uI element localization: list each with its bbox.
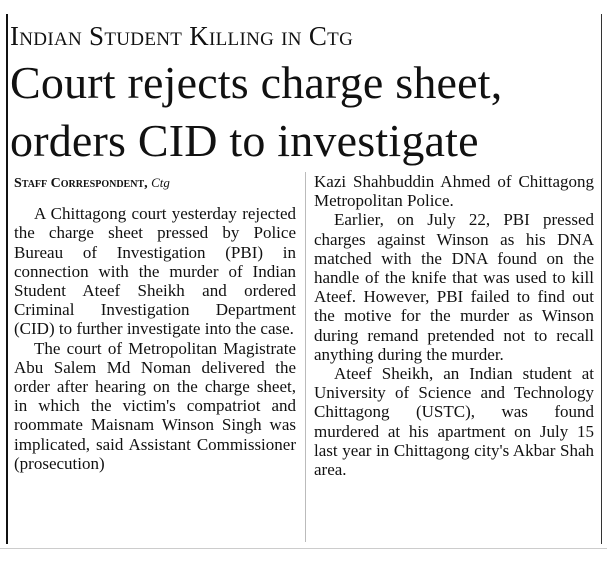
byline [14, 173, 296, 193]
paragraph: Kazi Shahbuddin Ahmed of Chittagong Metropolitan Police. [314, 172, 594, 211]
byline-name: Staff Correspondent, [14, 176, 148, 191]
headline-line-1: Court rejects charge sheet, [10, 57, 503, 108]
paragraph: Ateef Sheikh, an Indian student at University of Science and Technology Chittagong (USTC), was found murdered at his apartment on July 15 last year in Chittagong city's Akbar Shah area. [314, 364, 594, 480]
paragraph: The court of Metropolitan Magistrate Abu Salem Md Noman delivered the order after hearing on the charge sheet, in which the victim's compatriot and roommate Maisnam Winson Singh was implicated, said Assistant Commissioner (prosecution) [14, 338, 296, 473]
main-headline [10, 54, 502, 170]
kicker-headline: Indian Student Killing in Ctg [10, 21, 354, 51]
paragraph: A Chittagong court yesterday rejected the charge sheet pressed by Police Bureau of Investigation (PBI) in connection with the murder of Indian Student Ateef Sheikh and ordered Criminal Investigation Department (CID) to further investigate into the case. [14, 204, 296, 339]
article-column-2 [314, 172, 594, 479]
headline-line-2: orders CID to investigate [10, 115, 479, 166]
article-column-1 [14, 173, 296, 473]
page-edge [0, 548, 607, 549]
column-divider [305, 172, 306, 542]
paragraph: Earlier, on July 22, PBI pressed charges against Winson as his DNA matched with the DNA found on the handle of the knife that was used to kill Ateef. However, PBI failed to find out the motive for the murder as Winson during remand pretended not to recall anything during the murder. [314, 210, 594, 364]
byline-location: Ctg [151, 175, 170, 190]
